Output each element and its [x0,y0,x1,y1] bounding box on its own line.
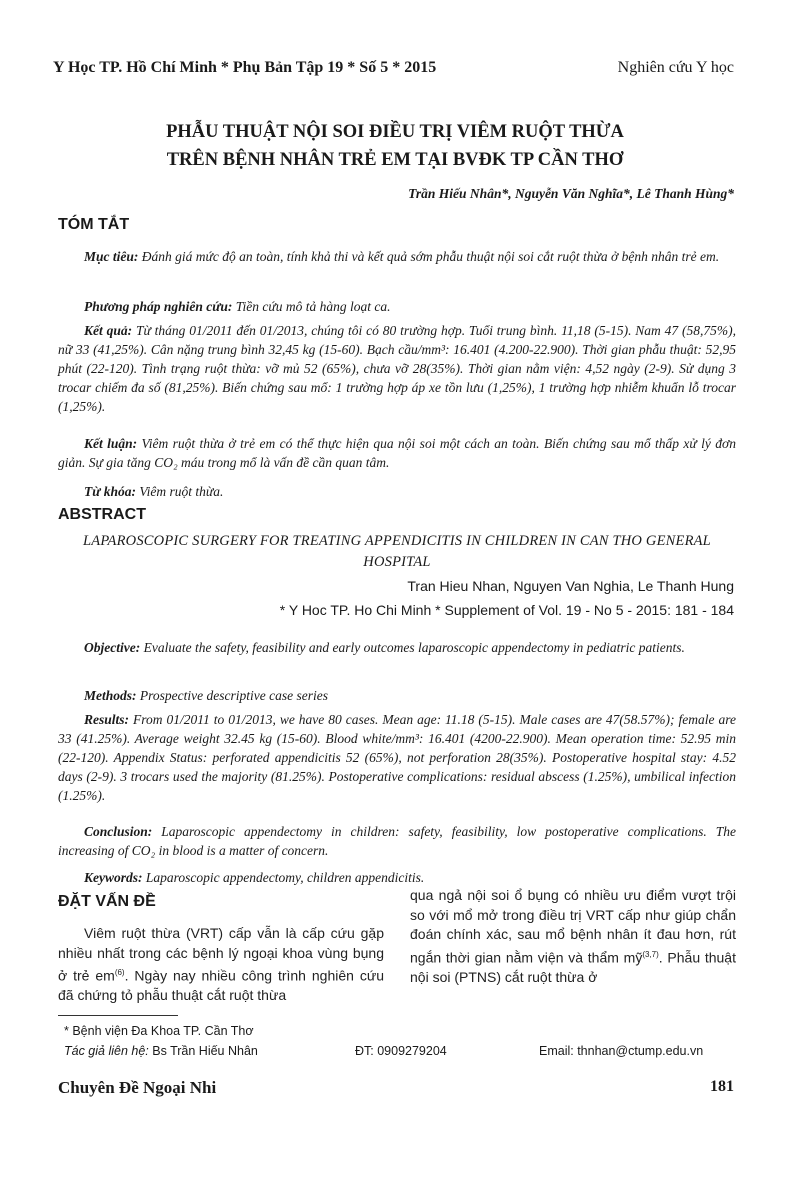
abstract-keywords-text: Laparoscopic appendectomy, children appendicitis. [142,870,425,885]
introduction-heading: ĐẶT VẤN ĐỀ [58,893,156,910]
running-header-journal: Y Học TP. Hồ Chí Minh * Phụ Bản Tập 19 * Số 5 * 2015 [53,59,437,76]
footnote-email: Email: thnhan@ctump.edu.vn [539,1044,704,1058]
summary-heading: TÓM TẮT [58,216,130,233]
summary-results-label: Kết quả: [84,323,133,338]
footnote-contact-name: Bs Trần Hiếu Nhân [148,1044,258,1058]
abstract-methods-text: Prospective descriptive case series [136,688,328,703]
abstract-results-text: From 01/2011 to 01/2013, we have 80 cases. Mean age: 11.18 (5-15). Male cases are 47(58.57%); female are 33 (41.25%). Average weight 32.45 kg (15-60). Blood white/mm³: 16.401 (4200-22.900). Mean operation time: 52.95 min (22-120). Appendix Status: perforated appendicitis 52 (65%), not perforation 28(35%). Postoperative hospital stay: 4.52 days (2-9). 3 trocars used the majority (81.25%). Postoperative complications: residual abscess (1.25%), umbilical infection (1.25%). [58,712,736,803]
page-number: 181 [710,1078,734,1095]
footnote-divider [58,1015,178,1016]
intro-right-text-2: . Phẫu thuật nội soi (PTNS) cắt ruột thừa ở [410,949,736,985]
abstract-title-line-1: LAPAROSCOPIC SURGERY FOR TREATING APPENDICITIS IN CHILDREN IN CAN THO GENERAL [83,533,711,549]
abstract-methods [58,686,736,705]
summary-objective-text: Đánh giá mức độ an toàn, tính khả thi và kết quả sớm phẫu thuật nội soi cắt ruột thừa ở bệnh nhân trẻ em. [138,249,720,264]
article-title-line-1: PHẪU THUẬT NỘI SOI ĐIỀU TRỊ VIÊM RUỘT THỪA [166,122,624,142]
intro-left-ref: (6) [114,968,125,977]
abstract-results [58,710,736,805]
abstract-methods-label: Methods: [84,688,137,703]
summary-results [58,321,736,416]
summary-keywords-text: Viêm ruột thừa. [135,484,224,499]
summary-methods-label: Phương pháp nghiên cứu: [84,299,233,314]
footnote-affiliation: * Bệnh viện Đa Khoa TP. Cần Thơ [64,1024,254,1038]
abstract-conclusion-label: Conclusion: [84,824,153,839]
intro-right-text: qua ngả nội soi ổ bụng có nhiều ưu điểm vượt trội so với mổ mở trong điều trị VRT cấp như giúp chẩn đoán chính xác, sau mổ bệnh nhân ít đau hơn, rút ngắn thời gian nằm viện và thẩm mỹ [410,887,736,966]
footnote-contact-label: Tác giả liên hệ: [64,1044,149,1058]
abstract-conclusion [58,822,736,860]
abstract-citation: * Y Hoc TP. Ho Chi Minh * Supplement of Vol. 19 - No 5 - 2015: 181 - 184 [279,602,734,618]
summary-methods-text: Tiền cứu mô tả hàng loạt ca. [232,299,391,314]
footnote-phone: ĐT: 0909279204 [355,1044,447,1058]
summary-conclusion-text: Viêm ruột thừa ở trẻ em có thể thực hiện qua nội soi một cách an toàn. Biến chứng sau mổ thấp xử lý đơn giản. Sự gia tăng CO₂ máu trong mổ là vấn đề cần quan tâm. [58,436,736,470]
summary-methods [58,297,736,316]
abstract-title-line-2: HOSPITAL [363,554,431,570]
abstract-results-label: Results: [84,712,130,727]
running-header-section: Nghiên cứu Y học [617,59,734,76]
introduction-left-column [58,924,384,1006]
summary-objective [58,247,736,266]
footnote-contact [64,1044,258,1058]
abstract-keywords [58,868,736,887]
authors-vietnamese: Trần Hiếu Nhân*, Nguyễn Văn Nghĩa*, Lê Thanh Hùng* [408,186,734,201]
footer-topic: Chuyên Đề Ngoại Nhi [58,1078,217,1097]
abstract-objective-label: Objective: [84,640,141,655]
abstract-conclusion-text: Laparoscopic appendectomy in children: safety, feasibility, low postoperative complications. The increasing of CO₂ in blood is a matter of concern. [58,824,736,858]
summary-results-text: Từ tháng 01/2011 đến 01/2013, chúng tôi có 80 trường hợp. Tuổi trung bình. 11,18 (5-15). Nam 47 (58,75%), nữ 33 (41,25%). Cân nặng trung bình 32,45 kg (15-60). Bạch cầu/mm³: 16.401 (4.200-22.900). Thời gian phẫu thuật: 52,95 phút (22-120). Tình trạng ruột thừa: vỡ mủ 52 (65%), chưa vỡ 28(35%). Thời gian nằm viện: 4,52 ngày (2-9). Sử dụng 3 trocar chiếm đa số (81,25%). Biến chứng sau mổ: 1 trường hợp áp xe tồn lưu (1,25%), 1 trường hợp nhiễm khuẩn lỗ trocar (1,25%). [58,323,736,414]
summary-conclusion-label: Kết luận: [84,436,138,451]
intro-right-ref: (3,7) [642,949,659,959]
abstract-authors: Tran Hieu Nhan, Nguyen Van Nghia, Le Thanh Hung [407,578,734,594]
summary-conclusion [58,434,736,472]
abstract-objective-text: Evaluate the safety, feasibility and early outcomes laparoscopic appendectomy in pediatric patients. [140,640,685,655]
abstract-objective [58,638,736,657]
abstract-heading: ABSTRACT [58,506,146,523]
summary-keywords-label: Từ khóa: [84,484,136,499]
intro-left-text-2: . Ngày nay nhiều công trình nghiên cứu đã chứng tỏ phẫu thuật cắt ruột thừa [58,967,384,1004]
summary-objective-label: Mục tiêu: [84,249,139,264]
introduction-right-column [410,886,736,987]
intro-left-text: Viêm ruột thừa (VRT) cấp vẫn là cấp cứu gặp nhiều nhất trong các bệnh lý ngoại khoa vùng bụng ở trẻ em [58,925,384,984]
abstract-keywords-label: Keywords: [84,870,143,885]
summary-keywords [58,482,736,501]
article-title-line-2: TRÊN BỆNH NHÂN TRẺ EM TẠI BVĐK TP CẦN THƠ [166,150,624,170]
